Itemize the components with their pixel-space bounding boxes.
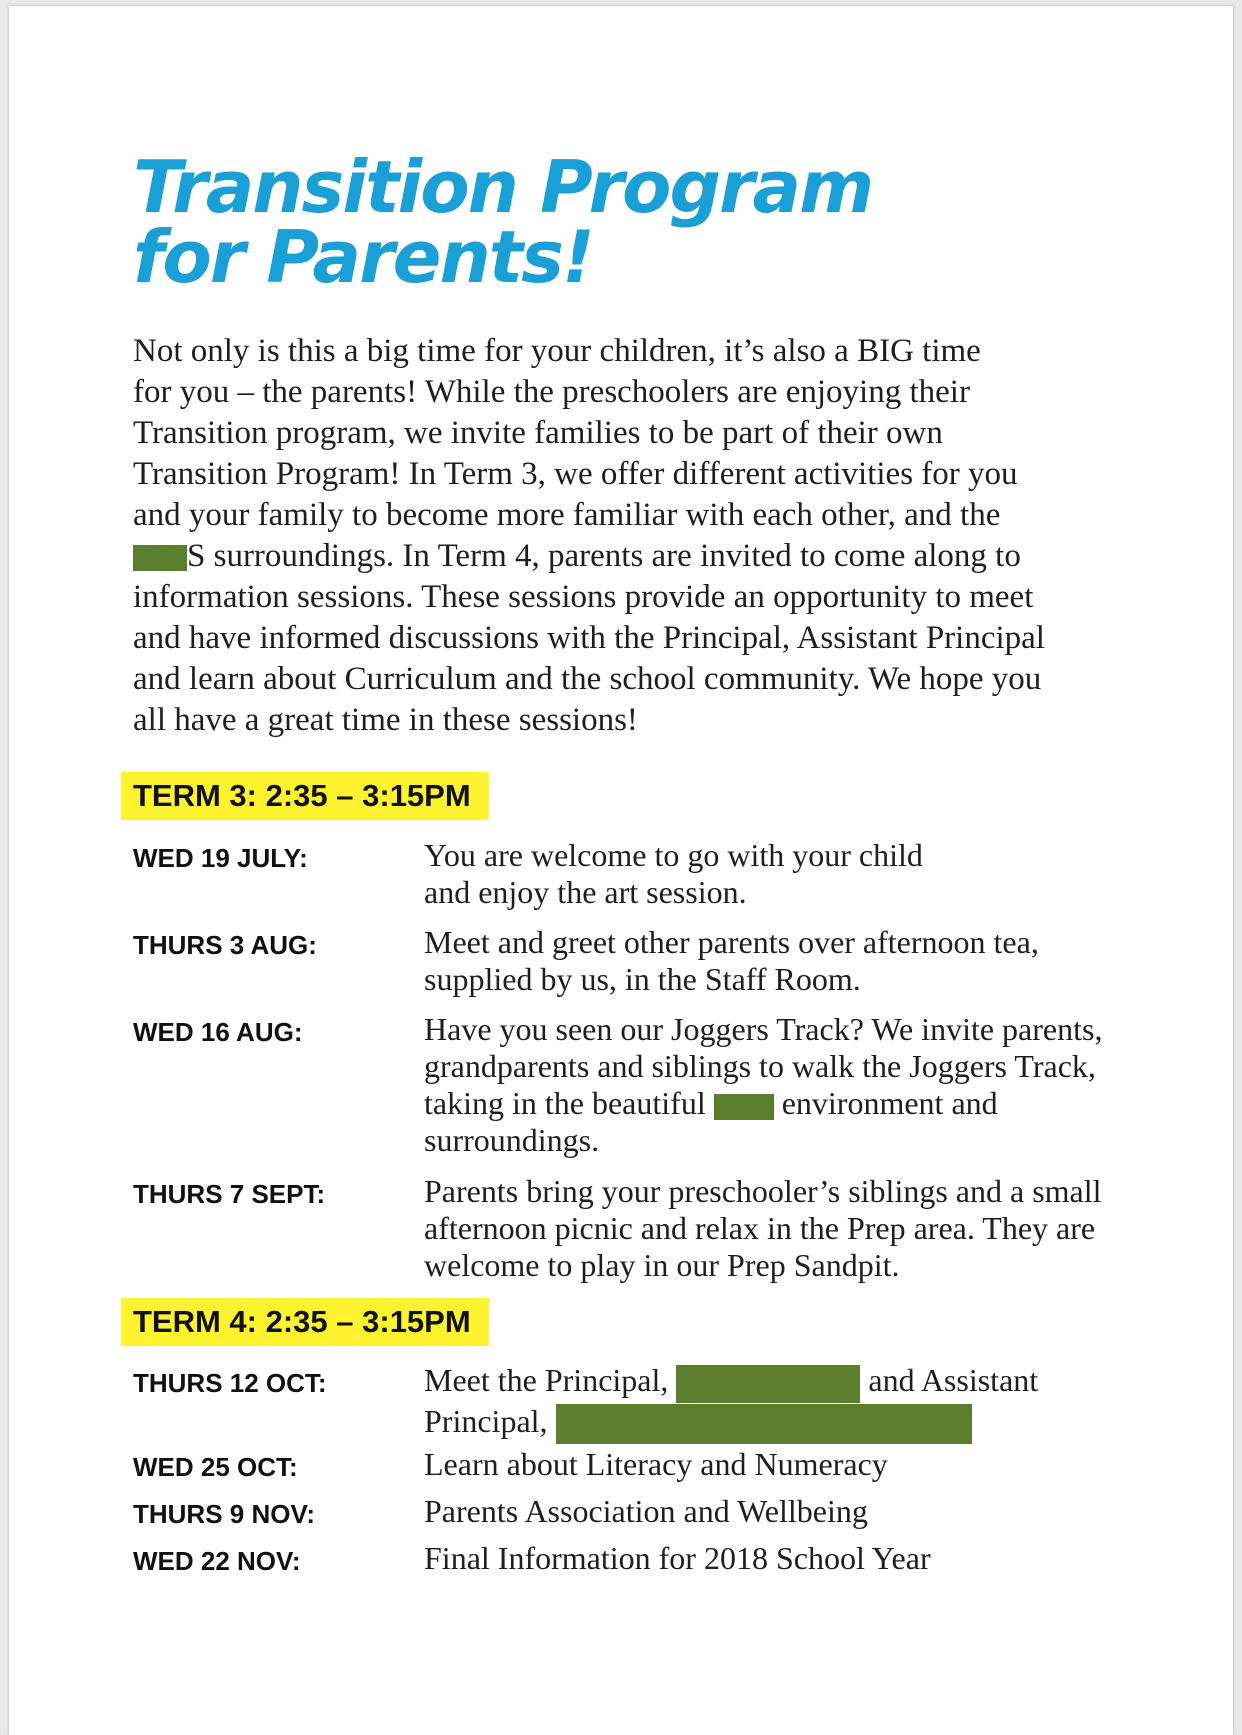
description-line: Parents Association and Wellbeing [424,1493,868,1529]
description-text: Principal, [424,1402,548,1439]
description-line: afternoon picnic and relax in the Prep area. They are [424,1210,1096,1246]
description-text: Meet the Principal, [424,1362,669,1398]
description-line: You are welcome to go with your child [424,837,923,873]
description-line: supplied by us, in the Staff Room. [424,961,861,997]
intro-line: and have informed discussions with the Principal, Assistant Principal [133,620,1045,656]
document-page [9,6,1233,1735]
redaction-block [556,1404,972,1444]
event-description [424,1540,1144,1577]
intro-line: Transition Program! In Term 3, we offer different activities for you [133,456,1018,492]
event-description [424,1362,1144,1444]
event-date: THURS 7 SEPT: [133,1179,326,1209]
event-date: WED 22 NOV: [133,1546,301,1576]
event-description [424,1493,1144,1530]
event-date: WED 19 JULY: [133,843,308,873]
description-line: Final Information for 2018 School Year [424,1540,931,1576]
event-description [424,1011,1144,1159]
description-text: and Assistant [868,1362,1039,1398]
event-description [424,924,1144,998]
description-line: Parents bring your preschooler’s siblings and a small [424,1173,1102,1209]
intro-line: Not only is this a big time for your children, it’s also a BIG time [133,333,981,369]
intro-line: information sessions. These sessions provide an opportunity to meet [133,579,1034,615]
intro-paragraph [133,331,1123,741]
title-line-1: Transition Program [133,145,873,229]
description-text: environment and [781,1085,998,1121]
description-line: welcome to play in our Prep Sandpit. [424,1247,900,1283]
intro-line: and your family to become more familiar with each other, and the [133,497,1001,533]
event-date: WED 16 AUG: [133,1017,303,1047]
description-line [424,1085,1144,1122]
description-line: Meet and greet other parents over afternoon tea, [424,924,1039,960]
intro-line: Transition program, we invite families to be part of their own [133,415,943,451]
event-description [424,1446,1144,1483]
intro-line [133,536,1123,577]
description-line: and enjoy the art session. [424,874,747,910]
description-line [424,1362,1144,1403]
event-date: THURS 12 OCT: [133,1368,327,1398]
description-line: grandparents and siblings to walk the Joggers Track, [424,1048,1096,1084]
description-line: surroundings. [424,1122,600,1158]
intro-line-text: S surroundings. In Term 4, parents are invited to come along to [187,538,1021,574]
description-line: Have you seen our Joggers Track? We invite parents, [424,1011,1103,1047]
description-text: taking in the beautiful [424,1085,706,1121]
intro-line: all have a great time in these sessions! [133,702,638,738]
page-title [133,145,873,299]
redaction-block [133,545,187,571]
description-line: Learn about Literacy and Numeracy [424,1446,888,1482]
intro-line: and learn about Curriculum and the school community. We hope you [133,661,1042,697]
term-3-heading: TERM 3: 2:35 – 3:15PM [121,772,489,820]
term-4-heading: TERM 4: 2:35 – 3:15PM [121,1298,489,1346]
redaction-block [714,1094,774,1120]
redaction-block [676,1365,860,1403]
description-line [424,1403,1144,1445]
title-line-2: for Parents! [133,215,593,299]
event-description [424,1173,1144,1284]
event-date: THURS 3 AUG: [133,930,317,960]
event-description [424,837,1144,911]
intro-line: for you – the parents! While the preschoolers are enjoying their [133,374,970,410]
event-date: THURS 9 NOV: [133,1499,316,1529]
event-date: WED 25 OCT: [133,1452,298,1482]
